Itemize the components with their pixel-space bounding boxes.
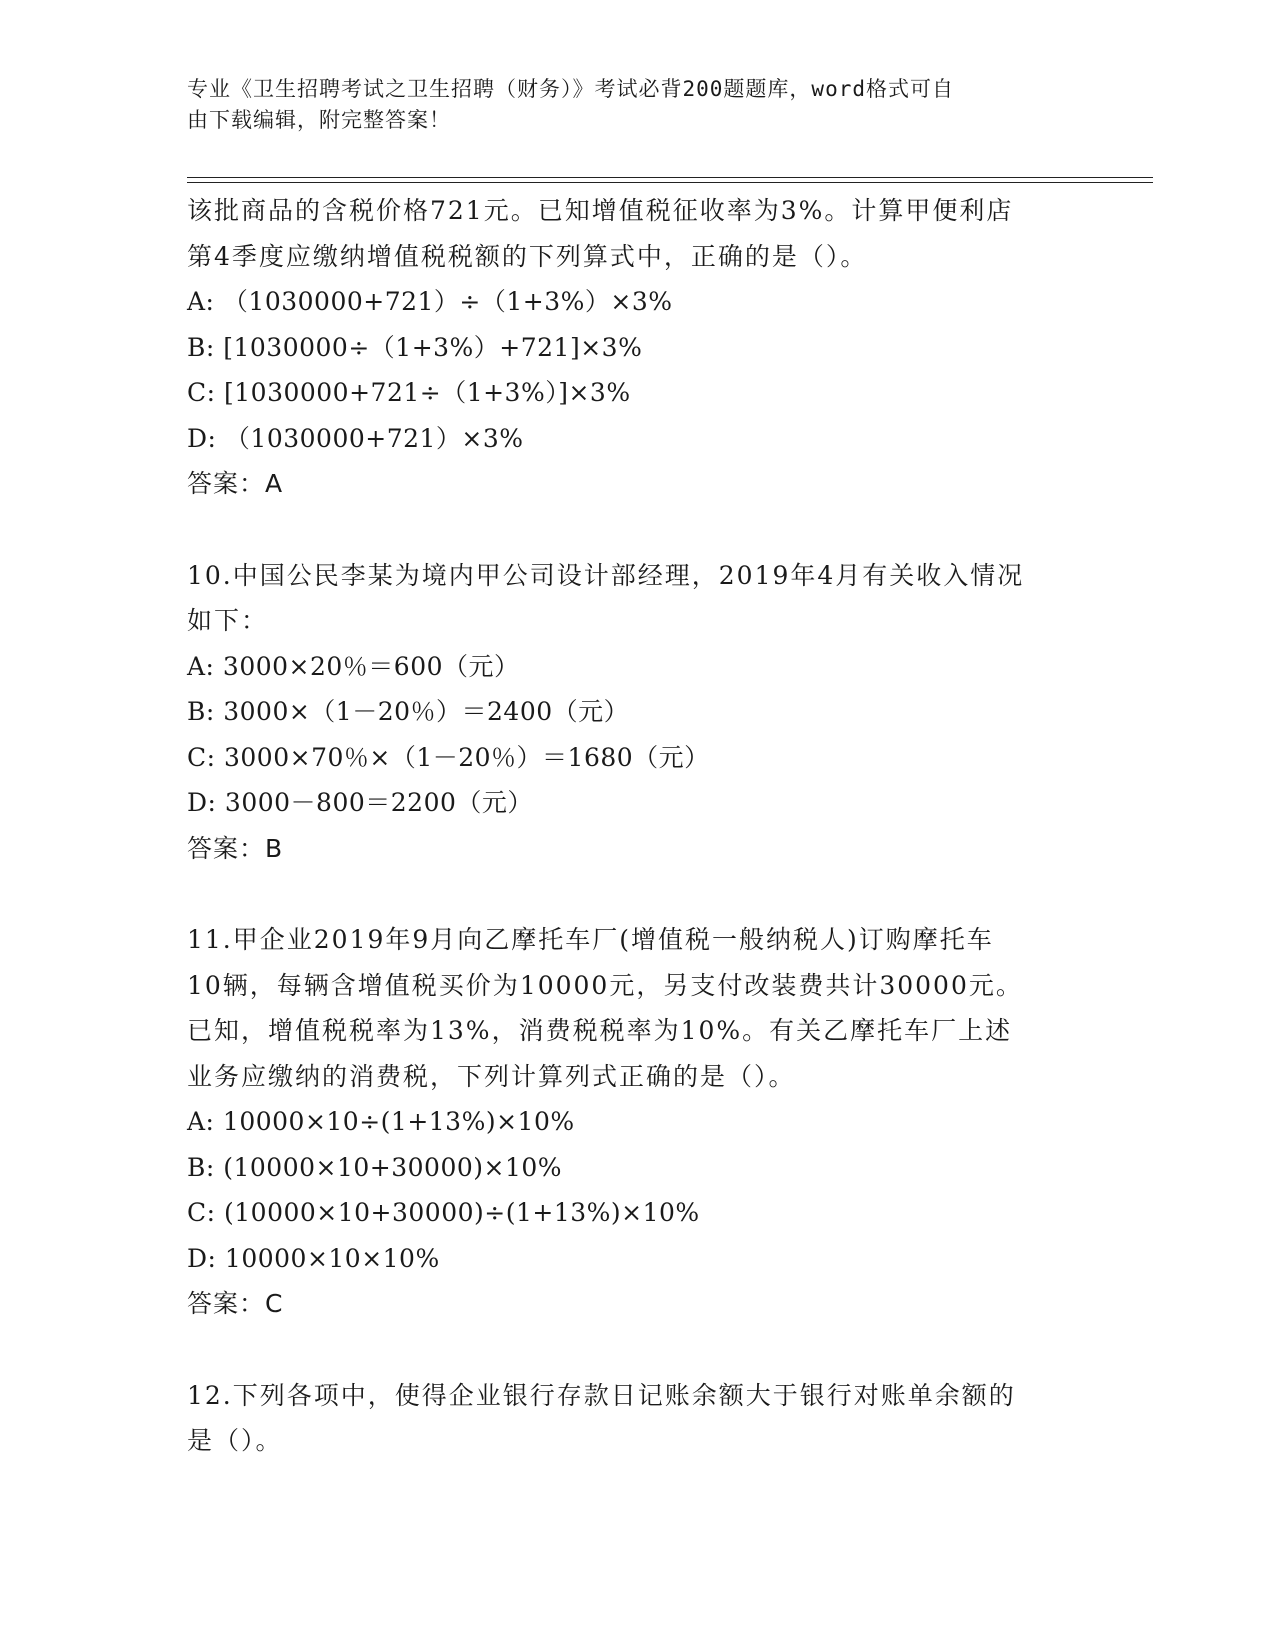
- option-a: A: 10000×10÷(1+13%)×10%: [187, 1107, 575, 1136]
- question-text-line: 10辆，每辆含增值税买价为10000元，另支付改装费共计30000元。: [187, 970, 1023, 1000]
- option-a: A: 3000×20％＝600（元）: [187, 651, 520, 681]
- header-line-1: 专业《卫生招聘考试之卫生招聘（财务）》考试必背200题题库，word格式可自: [187, 77, 954, 101]
- option-c: C: (10000×10+30000)÷(1+13%)×10%: [187, 1198, 700, 1227]
- header-divider-bottom: [187, 182, 1153, 183]
- spacer: [187, 507, 1097, 553]
- answer-label: 答案：C: [187, 1289, 284, 1318]
- question-text-line: 已知，增值税税率为13%，消费税税率为10%。有关乙摩托车厂上述: [187, 1016, 1013, 1045]
- question-11: [187, 917, 1097, 1327]
- option-b: B: 3000×（1－20％）＝2400（元）: [187, 697, 630, 726]
- option-d: D: （1030000+721）×3%: [187, 423, 524, 453]
- spacer: [187, 1327, 1097, 1373]
- option-b: B: [1030000÷（1+3%）+721]×3%: [187, 332, 643, 362]
- question-text-line: 是（）。: [187, 1426, 283, 1455]
- option-b: B: (10000×10+30000)×10%: [187, 1152, 563, 1182]
- question-9-continued: [187, 188, 1097, 507]
- option-c: C: [1030000+721÷（1+3%）]×3%: [187, 378, 631, 407]
- answer-label: 答案：A: [187, 469, 284, 498]
- option-a: A: （1030000+721）÷（1+3%）×3%: [187, 287, 673, 316]
- option-c: C: 3000×70％×（1－20％）＝1680（元）: [187, 742, 710, 772]
- question-text-line: 如下：: [187, 606, 269, 635]
- question-text-line: 11.甲企业2019年9月向乙摩托车厂(增值税一般纳税人)订购摩托车: [187, 925, 994, 954]
- question-text-line: 业务应缴纳的消费税，下列计算列式正确的是（）。: [187, 1061, 796, 1091]
- header-line-2: 由下载编辑，附完整答案！: [187, 108, 451, 132]
- question-10: [187, 553, 1097, 872]
- question-text-line: 该批商品的含税价格721元。已知增值税征收率为3%。计算甲便利店: [187, 196, 1014, 225]
- spacer: [187, 871, 1097, 917]
- question-text-line: 12.下列各项中，使得企业银行存款日记账余额大于银行对账单余额的: [187, 1380, 1016, 1410]
- option-d: D: 10000×10×10%: [187, 1243, 440, 1273]
- option-d: D: 3000－800＝2200（元）: [187, 788, 533, 817]
- question-text-line: 第4季度应缴纳增值税税额的下列算式中，正确的是（）。: [187, 241, 868, 271]
- document-header: [187, 74, 1067, 136]
- answer-label: 答案：B: [187, 833, 284, 863]
- question-text-line: 10.中国公民李某为境内甲公司设计部经理，2019年4月有关收入情况: [187, 560, 1025, 590]
- question-list: [187, 188, 1097, 1464]
- question-12: [187, 1373, 1097, 1464]
- header-divider-top: [187, 177, 1153, 178]
